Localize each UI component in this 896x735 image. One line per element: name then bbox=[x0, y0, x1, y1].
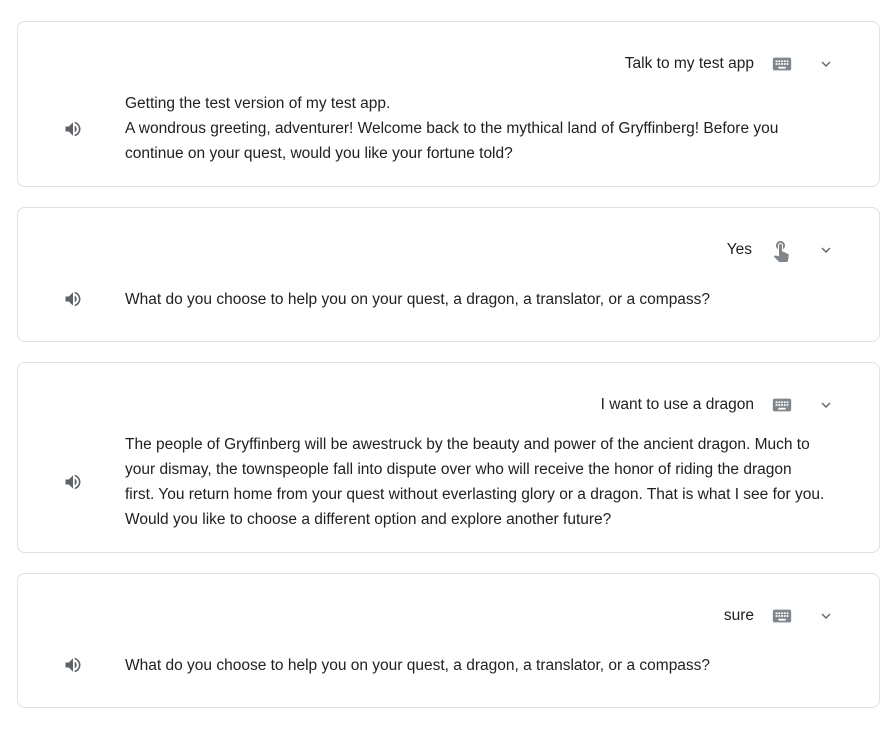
user-input-text: Yes bbox=[726, 241, 752, 258]
chevron-down-icon[interactable] bbox=[818, 397, 834, 413]
response-row bbox=[63, 277, 834, 321]
user-input-row bbox=[63, 51, 834, 77]
response-line: The people of Gryffinberg will be awestruck by the beauty and power of the ancient dragon. Much to your dismay, the townspeople fall into dispute over who will receive the honor of riding the dragon first. You return home from your quest without everlasting glory or a dragon. That is what I see for you. Would you like to choose a different option and explore another future? bbox=[125, 436, 825, 528]
volume-up-icon bbox=[63, 119, 83, 139]
response-line: A wondrous greeting, adventurer! Welcome back to the mythical land of Gryffinberg! Before you continue on your quest, would you like your fortune told? bbox=[125, 120, 779, 162]
response-text bbox=[125, 653, 825, 678]
chevron-down-icon[interactable] bbox=[818, 56, 834, 72]
user-input-row bbox=[63, 603, 834, 629]
touch-icon bbox=[769, 238, 793, 262]
response-row bbox=[63, 643, 834, 687]
response-row bbox=[63, 91, 834, 166]
user-input-text: I want to use a dragon bbox=[600, 396, 754, 413]
keyboard-icon bbox=[771, 394, 793, 416]
volume-up-icon bbox=[63, 289, 83, 309]
keyboard-icon bbox=[771, 605, 793, 627]
chevron-down-icon[interactable] bbox=[818, 608, 834, 624]
response-text bbox=[125, 91, 825, 166]
response-row bbox=[63, 432, 834, 532]
volume-up-icon bbox=[63, 472, 83, 492]
keyboard-icon bbox=[771, 53, 793, 75]
user-input-text: Talk to my test app bbox=[624, 55, 754, 72]
response-text bbox=[125, 287, 825, 312]
turn-card bbox=[17, 573, 880, 708]
response-line: What do you choose to help you on your quest, a dragon, a translator, or a compass? bbox=[125, 290, 711, 308]
chevron-down-icon[interactable] bbox=[818, 242, 834, 258]
user-input-text: sure bbox=[723, 607, 754, 624]
response-line: Getting the test version of my test app. bbox=[125, 95, 391, 112]
response-text bbox=[125, 432, 825, 532]
turn-card bbox=[17, 362, 880, 553]
response-line: What do you choose to help you on your quest, a dragon, a translator, or a compass? bbox=[125, 656, 711, 674]
turn-card bbox=[17, 21, 880, 187]
user-input-row bbox=[63, 392, 834, 418]
user-input-row bbox=[63, 237, 834, 263]
turn-card bbox=[17, 207, 880, 342]
volume-up-icon bbox=[63, 655, 83, 675]
